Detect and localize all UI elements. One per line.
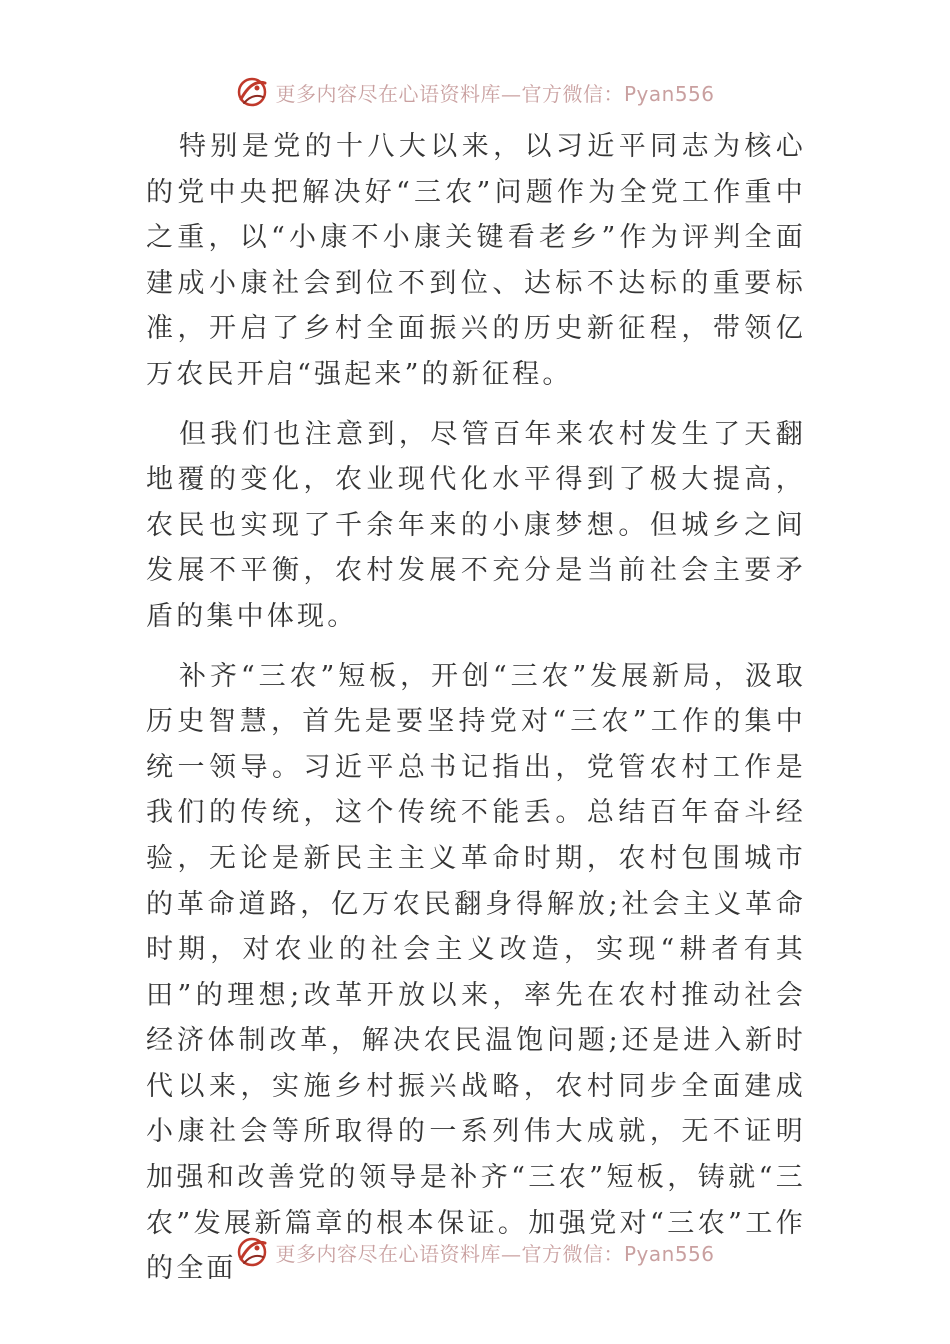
- header-banner-id: Pyan556: [623, 81, 715, 106]
- paragraph-2: 但我们也注意到，尽管百年来农村发生了天翻地覆的变化，农业现代化水平得到了极大提高，农民也实现了千余年来的小康梦想。但城乡之间发展不平衡，农村发展不充分是当前社会主要矛盾的集中体现。: [146, 418, 806, 632]
- header-banner: [0, 72, 950, 112]
- footer-banner-label: 更多内容尽在心语资料库—官方微信：: [275, 1241, 624, 1266]
- paragraph-1: 特别是党的十八大以来，以习近平同志为核心的党中央把解决好“三农”问题作为全党工作重中之重，以“小康不小康关键看老乡”作为评判全面建成小康社会到位不到位、达标不达标的重要标准，开启了乡村全面振兴的历史新征程，带领亿万农民开启“强起来”的新征程。: [146, 131, 806, 390]
- paragraph-3: 补齐“三农”短板，开创“三农”发展新局，汲取历史智慧，首先是要坚持党对“三农”工作的集中统一领导。习近平总书记指出，党管农村工作是我们的传统，这个传统不能丢。总结百年奋斗经验，无论是新民主主义革命时期，农村包围城市的革命道路，亿万农民翻身得解放;社会主义革命时期，对农业的社会主义改造，实现“耕者有其田”的理想;改革开放以来，率先在农村推动社会经济体制改革，解决农民温饱问题;还是进入新时代以来，实施乡村振兴战略，农村同步全面建成小康社会等所取得的一系列伟大成就，无不证明加强和改善党的领导是补齐“三农”短板，铸就“三农”发展新篇章的根本保证。加强党对“三农”工作的全面: [146, 660, 806, 1285]
- logo-icon: [235, 75, 269, 109]
- logo-icon: [235, 1235, 269, 1269]
- header-banner-text: [275, 78, 714, 107]
- footer-banner-text: [275, 1238, 714, 1267]
- footer-banner-id: Pyan556: [623, 1241, 715, 1266]
- header-banner-inner: [235, 75, 714, 109]
- footer-banner: [0, 1232, 950, 1272]
- document-body: [146, 124, 806, 1306]
- header-banner-label: 更多内容尽在心语资料库—官方微信：: [275, 81, 624, 106]
- footer-banner-inner: [235, 1235, 714, 1269]
